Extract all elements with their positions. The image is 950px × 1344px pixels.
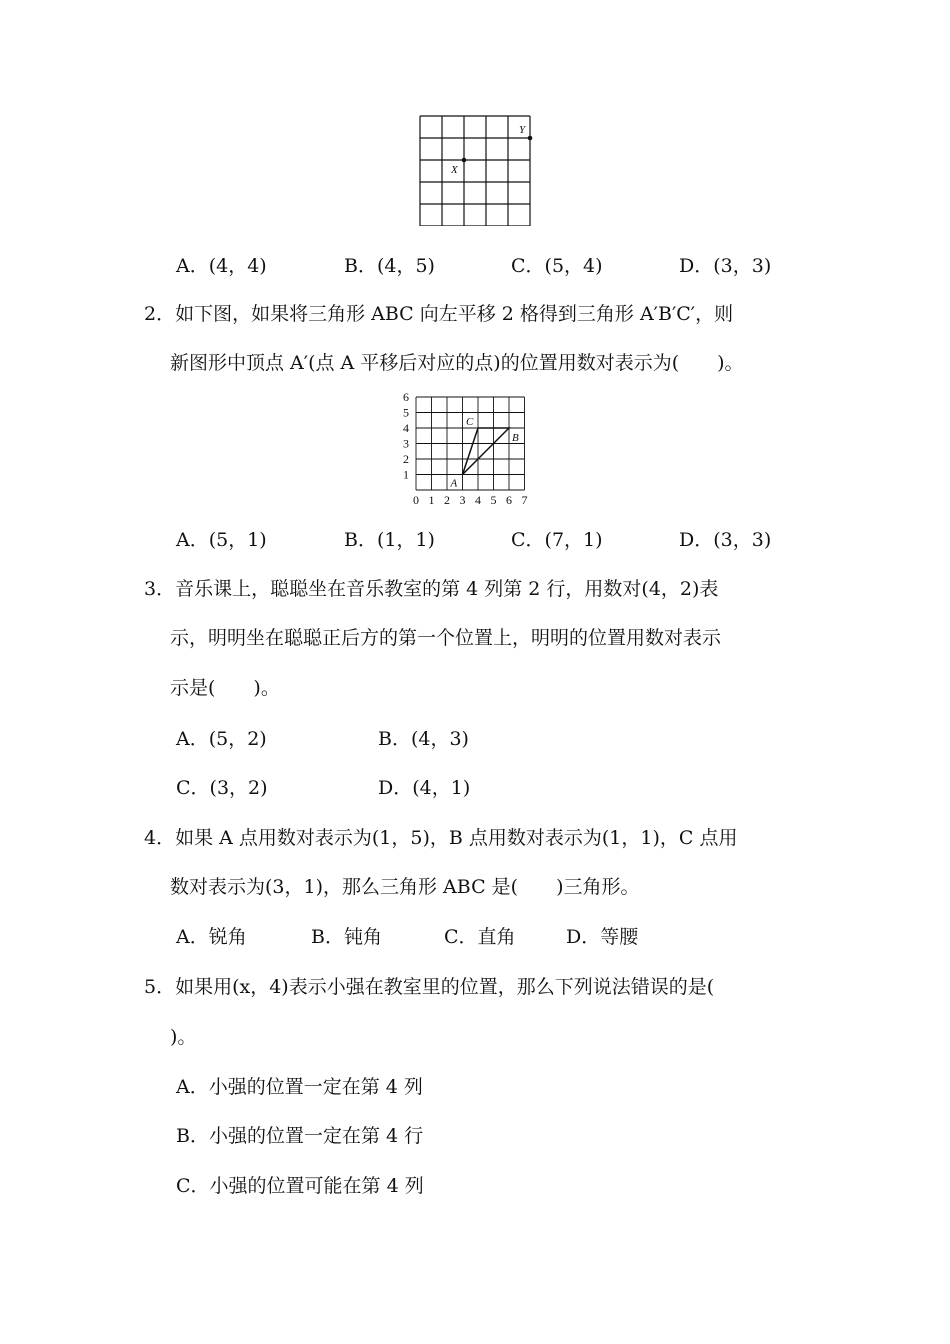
q5-option-c[interactable]: C．小强的位置可能在第 4 列 bbox=[176, 1175, 424, 1197]
q4-option-c[interactable]: C．直角 bbox=[444, 926, 516, 948]
q3-stem-line-3: 示是( )。 bbox=[170, 677, 280, 699]
y-tick-label: 6 bbox=[403, 390, 409, 404]
x-tick-label: 6 bbox=[506, 493, 512, 507]
q3-option-c[interactable]: C．(3，2) bbox=[176, 777, 268, 799]
q3-stem-line-1: 3．音乐课上，聪聪坐在音乐教室的第 4 列第 2 行，用数对(4，2)表 bbox=[144, 578, 719, 600]
x-tick-label: 7 bbox=[521, 493, 528, 507]
q4-stem-line-2: 数对表示为(3，1)，那么三角形 ABC 是( )三角形。 bbox=[170, 876, 640, 898]
q2-option-b[interactable]: B．(1，1) bbox=[344, 529, 435, 551]
q5-stem-line-2: )。 bbox=[170, 1026, 197, 1048]
q4-option-a[interactable]: A．锐角 bbox=[176, 926, 247, 948]
q4-stem-line-1: 4．如果 A 点用数对表示为(1，5)，B 点用数对表示为(1，1)，C 点用 bbox=[144, 827, 738, 849]
q1-option-a[interactable]: A．(4，4) bbox=[176, 255, 267, 277]
q5-option-a[interactable]: A．小强的位置一定在第 4 列 bbox=[176, 1076, 423, 1098]
vertex-a-label: A bbox=[450, 477, 458, 490]
q3-option-d[interactable]: D．(4，1) bbox=[378, 777, 471, 799]
vertex-b-label: B bbox=[512, 432, 519, 444]
q4-option-d[interactable]: D．等腰 bbox=[566, 926, 639, 948]
q2-option-c[interactable]: C．(7，1) bbox=[511, 529, 603, 551]
point-x-label: X bbox=[451, 164, 458, 176]
x-tick-label: 2 bbox=[444, 493, 450, 507]
x-tick-label: 3 bbox=[459, 493, 466, 507]
vertex-c-label: C bbox=[466, 416, 474, 428]
x-tick-label: 5 bbox=[490, 493, 497, 507]
point-x-dot bbox=[462, 158, 467, 163]
q1-option-b[interactable]: B．(4，5) bbox=[344, 255, 435, 277]
y-tick-label: 1 bbox=[403, 467, 409, 482]
q1-option-c[interactable]: C．(5，4) bbox=[511, 255, 603, 277]
figure-2-coordinate-grid bbox=[392, 386, 562, 510]
x-tick-label: 4 bbox=[475, 493, 481, 507]
q2-stem-line-2: 新图形中顶点 A′(点 A 平移后对应的点)的位置用数对表示为( )。 bbox=[170, 352, 744, 374]
q4-option-b[interactable]: B．钝角 bbox=[311, 926, 382, 948]
y-tick-label: 5 bbox=[403, 405, 409, 420]
q2-option-d[interactable]: D．(3，3) bbox=[679, 529, 772, 551]
point-y-label: Y bbox=[519, 124, 526, 136]
triangle-abc bbox=[463, 428, 510, 475]
q3-option-a[interactable]: A．(5，2) bbox=[176, 728, 267, 750]
q3-option-b[interactable]: B．(4，3) bbox=[378, 728, 469, 750]
q5-option-b[interactable]: B．小强的位置一定在第 4 行 bbox=[176, 1125, 424, 1147]
q1-option-d[interactable]: D．(3，3) bbox=[679, 255, 772, 277]
q3-stem-line-2: 示，明明坐在聪聪正后方的第一个位置上，明明的位置用数对表示 bbox=[170, 627, 722, 649]
point-y-dot bbox=[528, 136, 533, 141]
q2-option-a[interactable]: A．(5，1) bbox=[176, 529, 267, 551]
y-tick-label: 2 bbox=[403, 452, 409, 466]
q2-stem-line-1: 2．如下图，如果将三角形 ABC 向左平移 2 格得到三角形 A′B′C′，则 bbox=[144, 303, 734, 325]
x-tick-label: 1 bbox=[428, 493, 435, 507]
figure-1-grid bbox=[410, 108, 545, 226]
y-tick-label: 4 bbox=[403, 421, 409, 435]
q5-stem-line-1: 5．如果用(x，4)表示小强在教室里的位置，那么下列说法错误的是( bbox=[144, 976, 715, 998]
x-tick-label: 0 bbox=[413, 493, 419, 507]
y-tick-label: 3 bbox=[403, 436, 409, 451]
